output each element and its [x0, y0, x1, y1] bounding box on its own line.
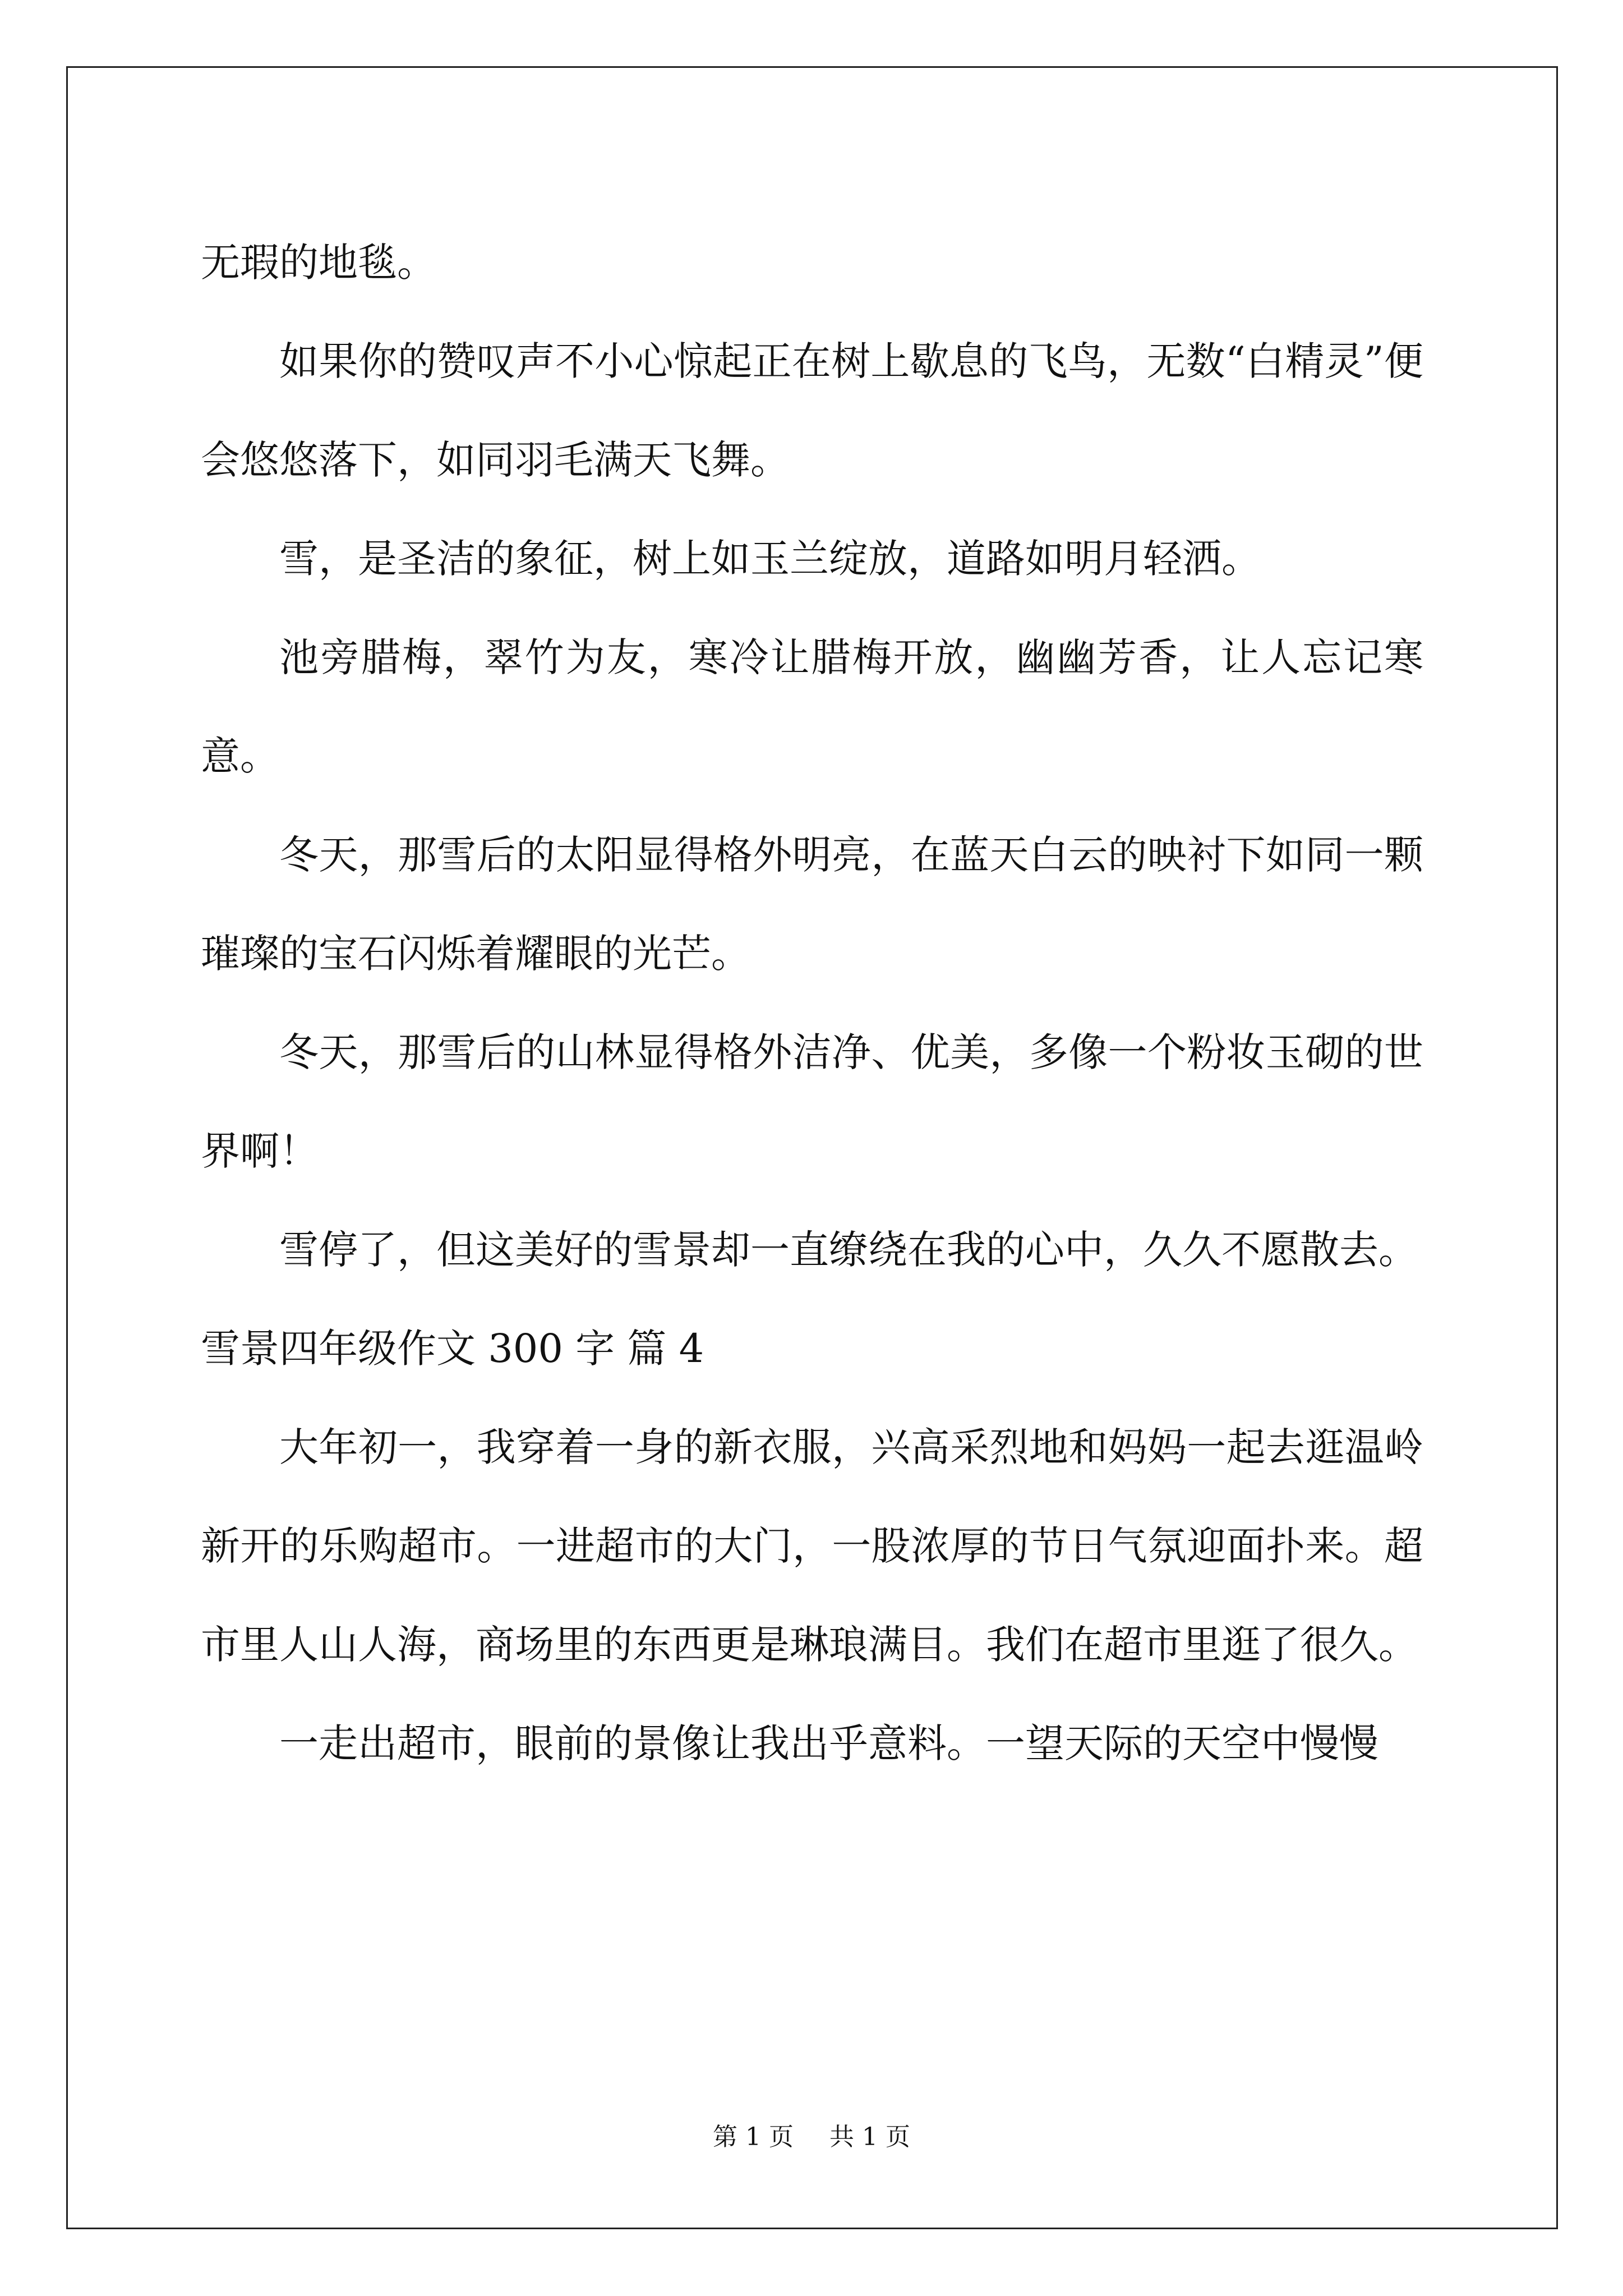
page-footer [0, 2120, 1623, 2154]
paragraph: 大年初一，我穿着一身的新衣服，兴高采烈地和妈妈一起去逛温岭新开的乐购超市。一进超市的大门，一股浓厚的节日气氛迎面扑来。超市里人山人海，商场里的东西更是琳琅满目。我们在超市里逛了很久。 [201, 1424, 1423, 1668]
section-heading: 雪景四年级作文 300 字 篇 4 [201, 1326, 704, 1372]
paragraph: 如果你的赞叹声不小心惊起正在树上歇息的飞鸟，无数“白精灵”便会悠悠落下，如同羽毛满天飞舞。 [201, 338, 1423, 483]
paragraph: 雪，是圣洁的象征，树上如玉兰绽放，道路如明月轻洒。 [279, 536, 1261, 582]
paragraph: 冬天，那雪后的山林显得格外洁净、优美，多像一个粉妆玉砌的世界啊！ [201, 1029, 1423, 1174]
paragraph: 冬天，那雪后的太阳显得格外明亮，在蓝天白云的映衬下如同一颗璀璨的宝石闪烁着耀眼的光芒。 [201, 832, 1423, 977]
paragraph: 雪停了，但这美好的雪景却一直缭绕在我的心中，久久不愿散去。 [279, 1227, 1418, 1273]
paragraph: 池旁腊梅，翠竹为友，寒冷让腊梅开放，幽幽芳香，让人忘记寒意。 [201, 634, 1423, 779]
paragraph: 无瑕的地毯。 [201, 240, 436, 286]
page-total: 共 1 页 [829, 2123, 910, 2151]
paragraph: 一走出超市，眼前的景像让我出乎意料。一望天际的天空中慢慢 [279, 1720, 1378, 1766]
document-body [201, 213, 1423, 1793]
page-number: 第 1 页 [713, 2123, 794, 2151]
